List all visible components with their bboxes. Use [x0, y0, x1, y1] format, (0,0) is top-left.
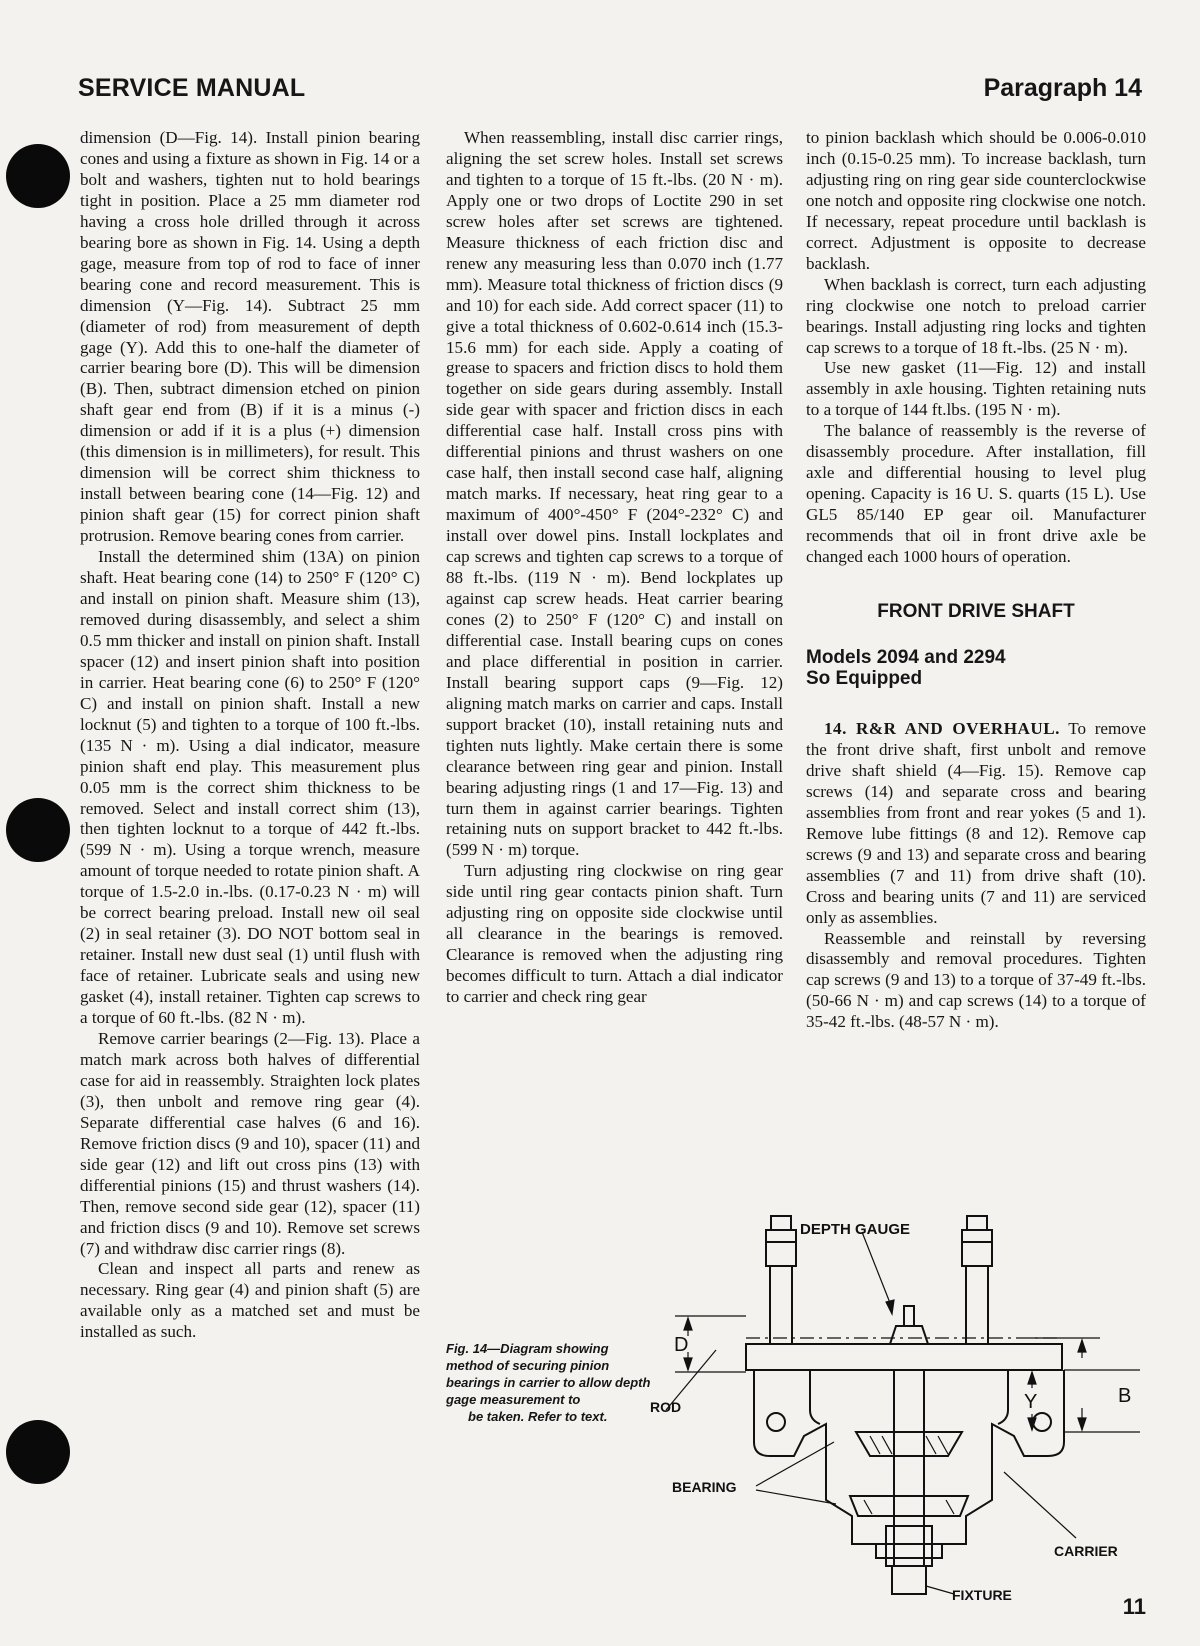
- col3-paragraph-2: When backlash is correct, turn each adjusting ring clockwise one notch to preload carrier bearings. Install adjusting ring locks and tighten cap screws to a torque of 18 ft.-lbs. (25 N · m).: [806, 274, 1146, 357]
- figure-caption-line-1: Fig. 14—Diagram showing method of securing pinion bearings in carrier to allow depth gage measurement to: [446, 1341, 651, 1407]
- left-stud: [770, 1266, 792, 1344]
- label-y: Y: [1024, 1391, 1038, 1413]
- figure-14-diagram: [650, 1210, 1150, 1603]
- header-paragraph: Paragraph 14: [983, 74, 1142, 102]
- label-fixture: FIXTURE: [952, 1587, 1012, 1603]
- page-header: [78, 74, 1142, 110]
- rod-bar: [746, 1344, 1062, 1370]
- text-column-2: [446, 128, 783, 1008]
- fixture-nut: [886, 1526, 932, 1566]
- right-stud: [966, 1266, 988, 1344]
- section-title: FRONT DRIVE SHAFT: [877, 601, 1075, 623]
- right-bore: [1033, 1413, 1051, 1431]
- figure-caption-line-2: be taken. Refer to text.: [468, 1409, 608, 1424]
- col3-paragraph-3: Use new gasket (11—Fig. 12) and install assembly in axle housing. Tighten retaining nuts to a torque of 144 ft.lbs. (195 N · m).: [806, 358, 1146, 420]
- text-column-3: [806, 128, 1146, 1033]
- col3-paragraph-1: to pinion backlash which should be 0.006-0.010 inch (0.15-0.25 mm). To increase backlash, turn adjusting ring on ring gear side counterclockwise one notch and opposite ring clockwise one notch. If necessary, repeat procedure until backlash is correct. Adjustment is opposite to decrease backlash.: [806, 128, 1146, 273]
- subhead: [806, 647, 1146, 689]
- punch-hole-bottom: [6, 1420, 70, 1484]
- subhead-line-1: Models 2094 and 2294: [806, 646, 1006, 668]
- subhead-line-2: So Equipped: [806, 667, 923, 689]
- col1-paragraph-3: Remove carrier bearings (2—Fig. 13). Place a match mark across both halves of differential case for aid in reassembly. Straighten lock plates (3), then unbolt and remove ring gear (4). Separate differential case halves (6 and 16). Remove friction discs (9 and 10), spacer (11) and side gear (12) and lift out cross pins (13) with differential pinions (15) and thrust washers (14). Then, remove second side gear (12), spacer (11) and friction discs (9 and 10). Remove set screws (7) and withdraw disc carrier rings (8).: [80, 1028, 420, 1258]
- col2-paragraph-1: When reassembling, install disc carrier rings, aligning the set screw holes. Install set screws and tighten to a torque of 15 ft.-lbs. (20 N · m). Apply one or two drops of Loctite 290 in set screw holes after set screws are tightened. Measure thickness of each friction disc and renew any measuring less than 0.070 inch (1.77 mm). Measure total thickness of friction discs (9 and 10) for each side. Add correct spacer (11) to give a total thickness of 0.602-0.614 inch (15.3-15.6 mm) for each side. Apply a coating of grease to spacers and friction discs to hold them together on side gears during assembly. Install side gear with spacer and friction discs in each differential case half. Install cross pins with differential pinions and thrust washers on one case half, then install second case half, aligning match marks. If necessary, heat ring gear to a maximum of 400°-450° F (204°-232° C) and install over dowel pins. Install lockplates and cap screws and tighten cap screws to a torque of 88 ft.-lbs. (119 N · m). Bend lockplates up against cap screw heads. Heat carrier bearing cones (2) to 250° F (120° C) and install on differential case. Install bearing cups on cones and place differential in position in carrier. Install bearing support caps (9—Fig. 12) aligning match marks on carrier and caps. Install support bracket (10), install retaining nuts and tighten nuts lightly. Make certain there is some clearance between ring gear and pinion. Install bearing adjusting rings (1 and 17—Fig. 13) and turn them in against carrier bearings. Tighten retaining nuts on support bracket to 442 ft.-lbs. (599 N · m) torque.: [446, 128, 783, 860]
- label-rod: ROD: [650, 1399, 682, 1415]
- paragraph-runin-heading: 14. R&R AND OVERHAUL.: [824, 718, 1060, 738]
- page-number: 11: [1122, 1594, 1146, 1619]
- figure-caption: [446, 1340, 654, 1425]
- label-d: D: [674, 1334, 689, 1356]
- label-b: B: [1118, 1385, 1132, 1407]
- col1-paragraph-1: dimension (D—Fig. 14). Install pinion bearing cones and using a fixture as shown in Fig. 14 or a bolt and washers, tighten nut to hold bearings tight in position. Place a 25 mm diameter rod having a cross hole drilled through it across bearing bore as shown in Fig. 14. Using a depth gage, measure from top of rod to face of inner bearing cone and record measurement. This is dimension (Y—Fig. 14). Subtract 25 mm (diameter of rod) from measurement of depth gage (Y). Add this to one-half the diameter of carrier bearing bore (D). This will be dimension (B). Then, subtract dimension etched on pinion shaft gear end from (B) if it is a minus (-) dimension or add if it is a plus (+) dimension (this dimension is in millimeters), for result. This dimension will be correct shim thickness to install between bearing cone (14—Fig. 12) and pinion shaft gear (15) for correct pinion shaft protrusion. Remove bearing cones from carrier.: [80, 128, 420, 546]
- depth-gauge-diagram-svg: [650, 1210, 1150, 1603]
- pinion-shaft: [894, 1370, 924, 1566]
- upper-bearing: [856, 1432, 962, 1456]
- punch-hole-middle: [6, 798, 70, 862]
- col2-paragraph-2: Turn adjusting ring clockwise on ring gear side until ring gear contacts pinion shaft. Turn adjusting ring on opposite side clockwise until all clearance in the bearings is removed. Clearance is removed when the adjusting ring becomes difficult to turn. Attach a dial indicator to carrier and check ring gear: [446, 861, 783, 1007]
- punch-hole-top: [6, 144, 70, 208]
- col3-paragraph-5-text: To remove the front drive shaft, first unbolt and remove drive shaft shield (4—Fig. 15). Remove cap screws (14) and separate cross and bearing assemblies from front and rear yokes (5 and 1). Remove lube fittings (8 and 12). Remove cap screws (9 and 13) and separate cross and bearing assemblies (7 and 11) from drive shaft (10). Cross and bearing units (7 and 11) are serviced only as assemblies.: [806, 718, 1146, 927]
- header-title: SERVICE MANUAL: [78, 74, 306, 102]
- right-nut: [962, 1230, 992, 1266]
- col3-paragraph-5: [806, 719, 1146, 929]
- col3-paragraph-4: The balance of reassembly is the reverse of disassembly procedure. After installation, fill axle and differential housing to level plug opening. Capacity is 16 U. S. quarts (15 L). Use GL5 85/140 EP gear oil. Manufacturer recommends that oil in front drive axle be changed each 1000 hours of operation.: [806, 421, 1146, 567]
- label-bearing: BEARING: [672, 1479, 737, 1495]
- col1-paragraph-2: Install the determined shim (13A) on pinion shaft. Heat bearing cone (14) to 250° F (120° C) and install on pinion shaft. Measure shim (13), removed during disassembly, and select a shim 0.5 mm thicker and install on pinion shaft. Install spacer (12) and insert pinion shaft into position in carrier. Heat bearing cone (6) to 250° F (120° C) and install on pinion shaft. Install a new locknut (5) and tighten to a torque of 100 ft.-lbs. (135 N · m). Using a dial indicator, measure pinion shaft end play. This measurement plus 0.05 mm is the correct shim thickness to be removed. Select and install correct shim (13), then tighten locknut to a torque of 442 ft.-lbs. (599 N · m). Using a torque wrench, measure amount of torque needed to rotate pinion shaft. A torque of 1.5-2.0 in.-lbs. (0.17-0.23 N · m) will be correct bearing preload. Install new oil seal (2) in seal retainer (3). DO NOT bottom seal in retainer. Install new dust seal (1) until flush with face of retainer. Lubricate seals and using new gasket (4), install retainer. Tighten cap screws to a torque of 60 ft.-lbs. (82 N · m).: [80, 547, 420, 1028]
- text-column-1: [80, 128, 420, 1343]
- label-depth-gauge: DEPTH GAUGE: [800, 1221, 911, 1238]
- left-nut: [766, 1230, 796, 1266]
- left-bore: [767, 1413, 785, 1431]
- label-carrier: CARRIER: [1054, 1543, 1118, 1559]
- fixture-block: [892, 1566, 926, 1594]
- depth-gauge-probe: [904, 1306, 914, 1326]
- col1-paragraph-4: Clean and inspect all parts and renew as necessary. Ring gear (4) and pinion shaft (5) are available only as a matched set and must be installed as such.: [80, 1259, 420, 1342]
- col3-paragraph-6: Reassemble and reinstall by reversing disassembly and removal procedures. Tighten cap screws (9 and 13) to a torque of 37-49 ft.-lbs. (50-66 N · m) and cap screws (14) to a torque of 35-42 ft.-lbs. (48-57 N · m).: [806, 928, 1146, 1032]
